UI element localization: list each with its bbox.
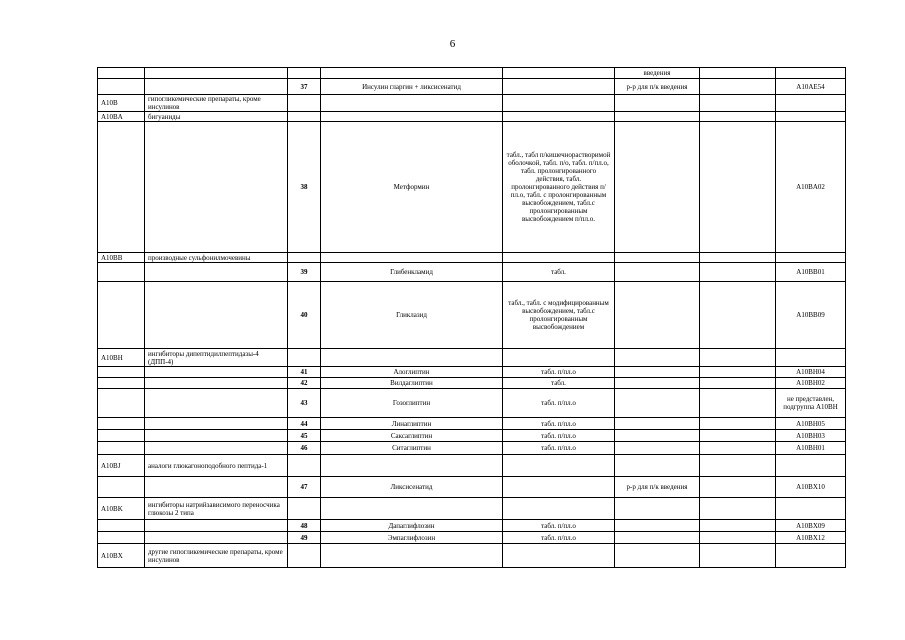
cell-atc: A10BX10 [776, 477, 846, 498]
table-row [98, 544, 846, 568]
cell-extra [700, 430, 776, 442]
cell-atc: A10BH05 [776, 418, 846, 430]
cell-form2 [615, 122, 700, 253]
cell-code [98, 389, 145, 418]
table-row [98, 532, 846, 544]
cell-code: A10BJ [98, 455, 145, 477]
cell-name: Инсулин гларгин + ликсисенатид [321, 79, 503, 95]
cell-num: 37 [288, 79, 321, 95]
cell-group [145, 477, 288, 498]
table-row [98, 79, 846, 95]
cell-name: Дапаглифлозин [321, 520, 503, 532]
cell-atc: A10BH03 [776, 430, 846, 442]
cell-name: Ситаглиптин [321, 442, 503, 455]
cell-group [145, 68, 288, 79]
cell-code [98, 79, 145, 95]
cell-name [321, 112, 503, 122]
table-row [98, 122, 846, 253]
cell-extra [700, 442, 776, 455]
cell-group [145, 263, 288, 282]
cell-name: Метформин [321, 122, 503, 253]
table-row [98, 95, 846, 112]
cell-num: 39 [288, 263, 321, 282]
cell-form2: р-р для п/к введения [615, 477, 700, 498]
cell-form2 [615, 95, 700, 112]
cell-atc [776, 68, 846, 79]
cell-atc: A10BH04 [776, 367, 846, 378]
cell-group: ингибиторы дипептидилпептидазы-4 (ДПП-4) [145, 349, 288, 367]
cell-atc [776, 112, 846, 122]
cell-extra [700, 282, 776, 349]
cell-code: A10BH [98, 349, 145, 367]
cell-group: производные сульфонилмочевины [145, 253, 288, 263]
cell-form2 [615, 263, 700, 282]
table-row [98, 455, 846, 477]
cell-group [145, 389, 288, 418]
cell-group [145, 442, 288, 455]
table-body [98, 68, 846, 568]
cell-form: табл. п/пл.о [503, 367, 615, 378]
cell-code [98, 68, 145, 79]
cell-num: 41 [288, 367, 321, 378]
cell-atc: A10BX12 [776, 532, 846, 544]
table-row [98, 498, 846, 520]
cell-atc [776, 544, 846, 568]
cell-num: 48 [288, 520, 321, 532]
cell-form2 [615, 520, 700, 532]
table-row [98, 263, 846, 282]
cell-name: Саксаглиптин [321, 430, 503, 442]
table-row [98, 68, 846, 79]
cell-form2 [615, 378, 700, 389]
cell-extra [700, 253, 776, 263]
cell-form2 [615, 418, 700, 430]
cell-group: бигуаниды [145, 112, 288, 122]
cell-extra [700, 122, 776, 253]
table-row [98, 367, 846, 378]
cell-form: табл. п/пл.о [503, 520, 615, 532]
cell-form2 [615, 367, 700, 378]
cell-num: 38 [288, 122, 321, 253]
cell-code [98, 378, 145, 389]
cell-form2 [615, 455, 700, 477]
cell-form: табл. [503, 263, 615, 282]
cell-num [288, 253, 321, 263]
table-row [98, 430, 846, 442]
cell-extra [700, 378, 776, 389]
cell-name [321, 349, 503, 367]
cell-name [321, 544, 503, 568]
cell-num [288, 68, 321, 79]
cell-group: гипогликемические препараты, кроме инсулинов [145, 95, 288, 112]
cell-form [503, 498, 615, 520]
cell-extra [700, 477, 776, 498]
cell-num: 43 [288, 389, 321, 418]
cell-extra [700, 520, 776, 532]
cell-code: A10BK [98, 498, 145, 520]
cell-form [503, 68, 615, 79]
cell-atc: A10BX09 [776, 520, 846, 532]
cell-num [288, 455, 321, 477]
cell-form2 [615, 430, 700, 442]
cell-name: Ликсисенатид [321, 477, 503, 498]
cell-extra [700, 95, 776, 112]
cell-code [98, 282, 145, 349]
cell-extra [700, 112, 776, 122]
cell-group [145, 367, 288, 378]
cell-form: табл. п/пл.о [503, 418, 615, 430]
cell-extra [700, 68, 776, 79]
cell-atc: A10BB09 [776, 282, 846, 349]
cell-num: 44 [288, 418, 321, 430]
cell-form [503, 477, 615, 498]
cell-atc [776, 253, 846, 263]
cell-code: A10BX [98, 544, 145, 568]
cell-extra [700, 79, 776, 95]
cell-form2 [615, 532, 700, 544]
cell-extra [700, 389, 776, 418]
cell-code [98, 263, 145, 282]
cell-form2 [615, 498, 700, 520]
cell-code [98, 367, 145, 378]
cell-form [503, 349, 615, 367]
cell-group: другие гипогликемические препараты, кроме инсулинов [145, 544, 288, 568]
cell-extra [700, 367, 776, 378]
cell-num: 45 [288, 430, 321, 442]
cell-num: 40 [288, 282, 321, 349]
table-row [98, 442, 846, 455]
cell-group [145, 122, 288, 253]
cell-name: Эмпаглифлозин [321, 532, 503, 544]
table-row [98, 282, 846, 349]
table-row [98, 349, 846, 367]
cell-group [145, 430, 288, 442]
cell-extra [700, 455, 776, 477]
cell-num: 42 [288, 378, 321, 389]
cell-name [321, 95, 503, 112]
cell-form: табл., табл. с модифицированным высвобождением, табл.с пролонгированным высвобождением [503, 282, 615, 349]
cell-form: табл. [503, 378, 615, 389]
cell-form2 [615, 282, 700, 349]
cell-form: табл. п/пл.о [503, 430, 615, 442]
cell-code: A10BA [98, 112, 145, 122]
table-row [98, 477, 846, 498]
cell-form [503, 112, 615, 122]
cell-num [288, 544, 321, 568]
cell-atc: A10BB01 [776, 263, 846, 282]
table-row [98, 418, 846, 430]
cell-form: табл. п/пл.о [503, 532, 615, 544]
cell-code [98, 532, 145, 544]
cell-name: Глибенкламид [321, 263, 503, 282]
cell-code [98, 442, 145, 455]
cell-form [503, 455, 615, 477]
cell-num [288, 95, 321, 112]
cell-extra [700, 532, 776, 544]
table-row [98, 520, 846, 532]
cell-atc: A10BA02 [776, 122, 846, 253]
cell-code: A10B [98, 95, 145, 112]
cell-code: A10BB [98, 253, 145, 263]
cell-group [145, 418, 288, 430]
cell-code [98, 477, 145, 498]
cell-num [288, 112, 321, 122]
drug-table [97, 67, 846, 568]
cell-num [288, 498, 321, 520]
cell-name: Алоглиптин [321, 367, 503, 378]
cell-form: табл., табл п/кишечнорастворимой оболочкой, табл. п/о, табл. п/пл.о, табл. пролонгированного действия, табл. пролонгированного действия п/пл.о, табл. с пролонгированным высвобождением, табл.с пролонгированным высвобождением п/пл.о. [503, 122, 615, 253]
cell-code [98, 122, 145, 253]
cell-form: табл. п/пл.о [503, 389, 615, 418]
cell-atc: A10AE54 [776, 79, 846, 95]
cell-name: Гликлазид [321, 282, 503, 349]
cell-num: 46 [288, 442, 321, 455]
cell-form2 [615, 442, 700, 455]
cell-form2: введения [615, 68, 700, 79]
cell-atc: A10BH01 [776, 442, 846, 455]
cell-name: Вилдаглиптин [321, 378, 503, 389]
cell-form2 [615, 253, 700, 263]
cell-atc [776, 498, 846, 520]
cell-atc: A10BH02 [776, 378, 846, 389]
cell-form2: р-р для п/к введения [615, 79, 700, 95]
cell-num: 47 [288, 477, 321, 498]
cell-atc [776, 95, 846, 112]
cell-group [145, 532, 288, 544]
cell-form2 [615, 544, 700, 568]
table-row [98, 112, 846, 122]
table-row [98, 378, 846, 389]
cell-num: 49 [288, 532, 321, 544]
cell-num [288, 349, 321, 367]
cell-name [321, 455, 503, 477]
cell-group [145, 282, 288, 349]
cell-extra [700, 498, 776, 520]
cell-atc [776, 349, 846, 367]
cell-atc [776, 455, 846, 477]
cell-group [145, 378, 288, 389]
cell-extra [700, 349, 776, 367]
cell-group [145, 520, 288, 532]
cell-code [98, 418, 145, 430]
cell-name [321, 253, 503, 263]
cell-name [321, 68, 503, 79]
table-row [98, 253, 846, 263]
cell-form: табл. п/пл.о [503, 442, 615, 455]
cell-group [145, 79, 288, 95]
cell-extra [700, 418, 776, 430]
cell-code [98, 520, 145, 532]
cell-form2 [615, 389, 700, 418]
cell-extra [700, 544, 776, 568]
cell-form [503, 253, 615, 263]
cell-name [321, 498, 503, 520]
cell-group: ингибиторы натрийзависимого переносчика глюкозы 2 типа [145, 498, 288, 520]
table-row [98, 389, 846, 418]
cell-form2 [615, 349, 700, 367]
cell-extra [700, 263, 776, 282]
cell-name: Линаглиптин [321, 418, 503, 430]
cell-group: аналоги глюкагоноподобного пептида-1 [145, 455, 288, 477]
cell-form2 [615, 112, 700, 122]
cell-form [503, 79, 615, 95]
cell-code [98, 430, 145, 442]
page-number: 6 [449, 38, 456, 50]
cell-atc: не представлен, подгруппа A10BH [776, 389, 846, 418]
cell-form [503, 544, 615, 568]
cell-form [503, 95, 615, 112]
cell-name: Гозоглиптин [321, 389, 503, 418]
